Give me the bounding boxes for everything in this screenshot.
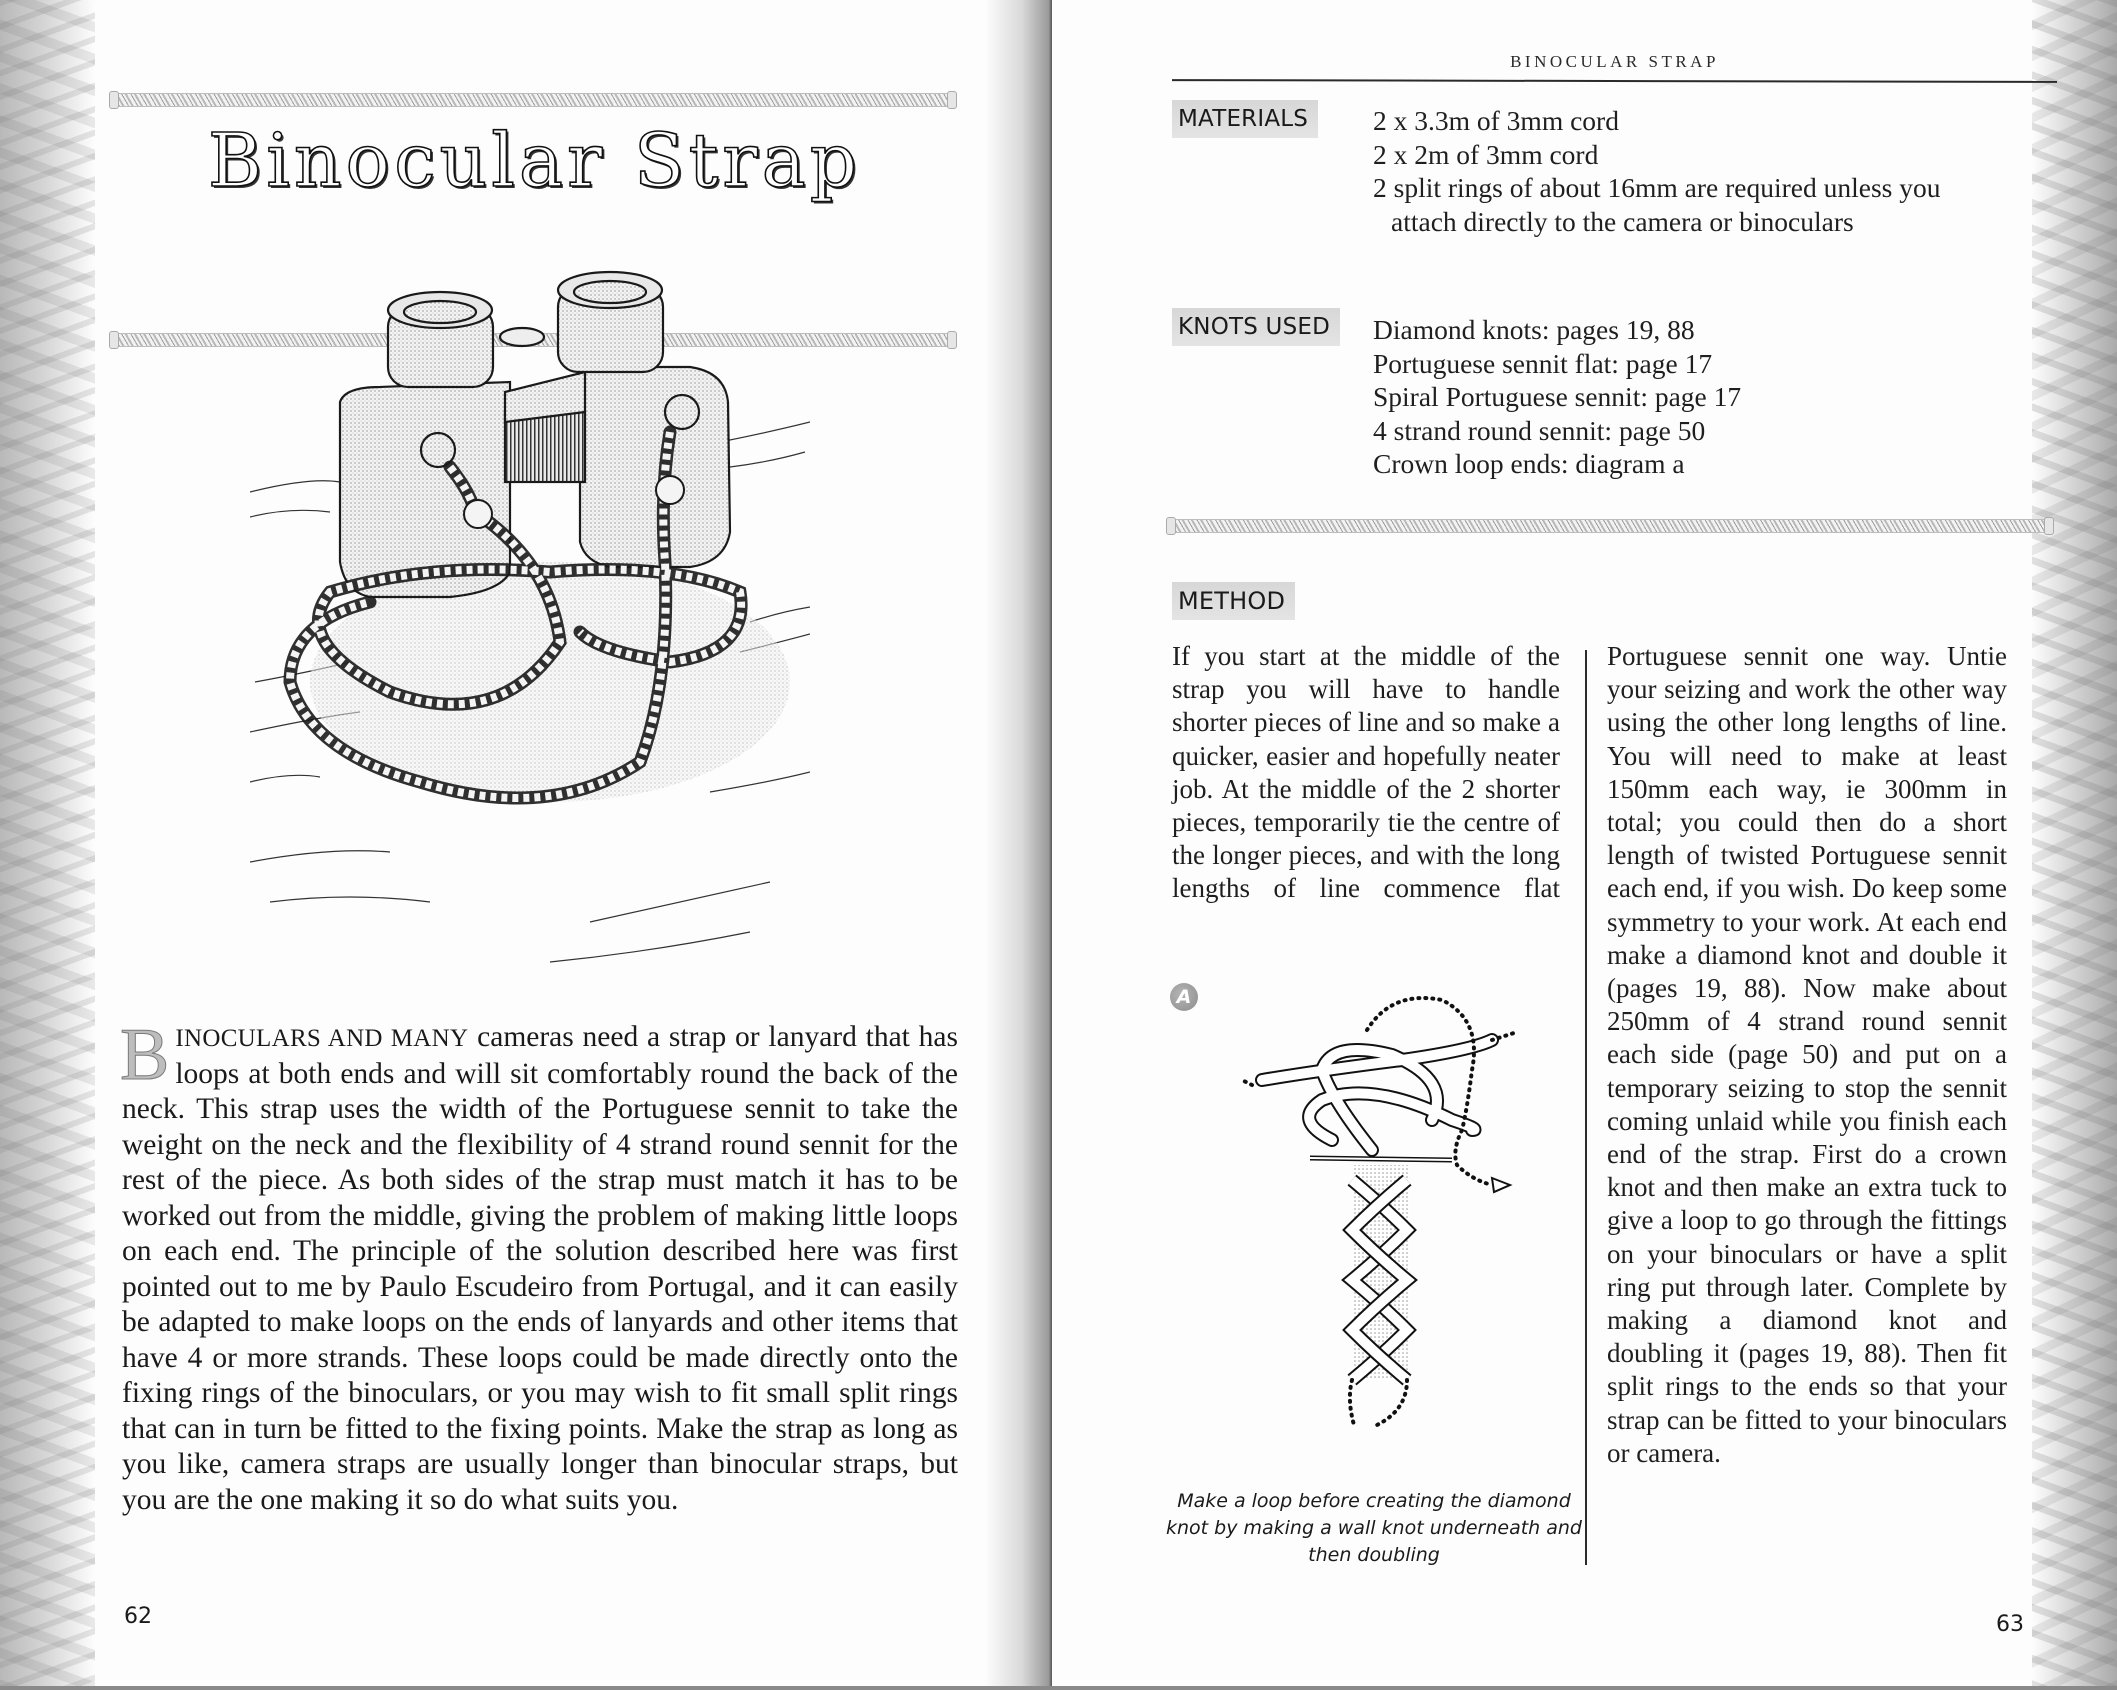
- binoculars-illustration: [250, 262, 810, 997]
- knot-item: Spiral Portuguese sennit: page 17: [1373, 381, 1742, 412]
- decorative-edge: [2032, 0, 2117, 1690]
- page-bottom-edge: [0, 1686, 2117, 1690]
- intro-text: cameras need a strap or lanyard that has loops at both ends and will sit comfortably round the back of the neck. This strap uses the width of the Portuguese sennit to take the weight on the neck and the flexibility of 4 strand round sennit for the rest of the piece. As both sides of the strap must match it has to be worked out from the middle, giving the problem of making little loops on each end. The principle of the solution described here was first pointed out to me by Paulo Escudeiro from Portugal, and it can easily be adapted to make loops on the ends of lanyards and other items that have 4 or more strands. These loops could be made directly onto the fixing rings of the binoculars, or you may wish to fit small split rings that can in turn be fitted to the fixing points. Make the strap as long as you like, camera straps are usually longer than binocular straps, but you are the one making it so do what suits you.: [122, 1021, 958, 1516]
- knots-used-list: [1373, 313, 1741, 481]
- materials-item: 2 x 3.3m of 3mm cord: [1373, 105, 1619, 136]
- knot-item: Portuguese sennit flat: page 17: [1373, 347, 1713, 379]
- materials-label: MATERIALS: [1172, 100, 1318, 138]
- right-page: [1052, 0, 2117, 1690]
- braided-stem: [1310, 1158, 1452, 1380]
- diamond-knot: [656, 476, 684, 504]
- intro-paragraph: [120, 1014, 958, 1518]
- chapter-title: Binocular Strap: [207, 118, 862, 204]
- knot-diagram: [1222, 980, 1522, 1450]
- method-text: If you start at the middle of the strap you will have to handle shorter pieces of line and so make a quicker, easier and hopefully neater job. At the middle of the 2 shorter pieces, temporarily tie the centre of the longer pieces, and with the long lengths of line commence flat: [1172, 641, 1560, 904]
- small-caps-lead: INOCULARS AND MANY: [175, 1025, 469, 1052]
- materials-item: 2 x 2m of 3mm cord: [1373, 138, 1599, 170]
- knots-used-label: KNOTS USED: [1172, 308, 1340, 346]
- method-text: Portuguese sennit one way. Untie your seizing and work the other way using the other long lengths of line. You will need to make at least 150mm each way, ie 300mm in total; you could then do a short length of twisted Portuguese sennit each end, if you wish. Do keep some symmetry to your work. At each end make a diamond knot and double it (pages 19, 88). Now make about 250mm of 4 strand round sennit each side (page 50) and put on a temporary seizing to stop the sennit coming unlaid while you finish each end of the strap. First do a crown knot and then make an extra tuck to give a loop to go through the fittings on your binoculars or have a split ring put through later. Complete by making a diamond knot and doubling it (pages 19, 88). Then fit split rings to the ends so that your strap can be fitted to your binoculars or camera.: [1607, 641, 2007, 1468]
- method-column-2: [1607, 640, 2007, 1470]
- materials-list: [1373, 104, 1940, 238]
- method-column-1: [1172, 640, 1560, 906]
- diagram-caption: Make a loop before creating the diamond knot by making a wall knot underneath and then doubling: [1166, 1490, 1582, 1566]
- rope-divider: [1170, 519, 2050, 533]
- materials-item: attach directly to the camera or binoculars: [1391, 205, 1854, 237]
- page-number-left: 62: [124, 1604, 152, 1629]
- left-page: [0, 0, 1052, 1690]
- knot-item: Diamond knots: pages 19, 88: [1373, 314, 1695, 345]
- page-number-right: 63: [1996, 1612, 2024, 1637]
- decorative-edge: [0, 0, 95, 1690]
- gutter-shadow: [985, 0, 1052, 1690]
- header-rule: [1172, 79, 2057, 83]
- rope-divider-top: [113, 93, 953, 107]
- method-label: METHOD: [1172, 582, 1295, 620]
- diamond-knot: [464, 500, 492, 528]
- knot-item: 4 strand round sennit: page 50: [1373, 414, 1706, 446]
- running-head: BINOCULAR STRAP: [1510, 52, 1719, 71]
- diagram-label-badge: A: [1170, 983, 1198, 1011]
- column-divider: [1585, 650, 1587, 1565]
- wall-knot: [1262, 1040, 1492, 1150]
- knot-item: Crown loop ends: diagram a: [1373, 448, 1685, 479]
- arrow-head-icon: [1492, 1178, 1510, 1192]
- drop-cap: B: [120, 1014, 170, 1096]
- materials-item: 2 split rings of about 16mm are required unless you: [1373, 172, 1941, 203]
